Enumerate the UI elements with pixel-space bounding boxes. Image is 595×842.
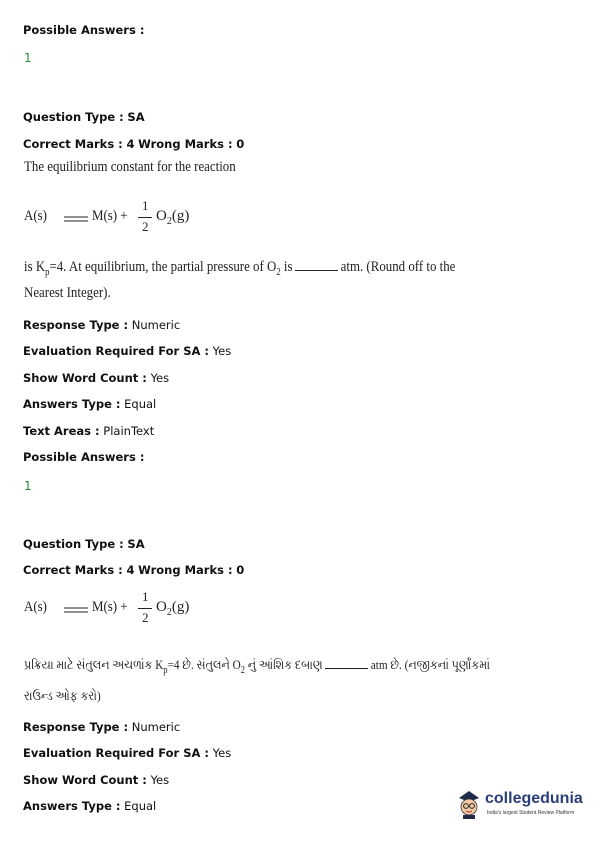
possible-answers-label: Possible Answers : [23, 23, 145, 37]
equilibrium-arrow-icon [64, 215, 90, 223]
answer-blank [295, 270, 338, 271]
response-type: Response Type : Numeric [23, 720, 181, 734]
marks-line: Correct Marks : 4 Wrong Marks : 0 [23, 563, 245, 577]
question-body-gujarati-line-2: રાઉન્ડ ઓફ કરો) [24, 688, 101, 703]
show-word-count: Show Word Count : Yes [23, 371, 170, 385]
show-word-count: Show Word Count : Yes [23, 773, 170, 787]
evaluation-required: Evaluation Required For SA : Yes [23, 746, 232, 760]
oxygen-term: $O_2(g)$ [156, 599, 190, 618]
collegedunia-logo [455, 786, 583, 826]
equilibrium-arrow-icon [64, 606, 90, 614]
answers-type: Answers Type : Equal [23, 799, 157, 813]
fraction-denominator: 2 [142, 219, 149, 234]
question-type: Question Type : SA [23, 537, 145, 551]
possible-answer-value: 1 [24, 479, 32, 493]
oxygen-term: $O_2(g)$ [156, 208, 190, 227]
fraction-bar [138, 608, 152, 609]
possible-answers-label: Possible Answers : [23, 450, 145, 464]
question-body-line-2: Nearest Integer). [24, 285, 111, 301]
question-intro: The equilibrium constant for the reaction [24, 159, 236, 175]
reaction-rhs: M(s) + [92, 599, 128, 615]
fraction-numerator: 1 [142, 589, 149, 604]
fraction-numerator: 1 [142, 198, 149, 213]
reaction-rhs: M(s) + [92, 208, 128, 224]
answer-blank [325, 668, 368, 669]
reaction-lhs: A(s) [24, 208, 47, 224]
fraction-bar [138, 217, 152, 218]
response-type: Response Type : Numeric [23, 318, 181, 332]
brand-name: collegedunia [485, 790, 583, 807]
brand-tagline: India's largest Student Review Platform [487, 810, 575, 816]
question-body-gujarati-line-1: પ્રક્રિયા માટે સંતુલન અચળાંક $K_p=4$ છે. સંતુલને $O_2$ નું આંશિક દબાણ atm છે. (નજીકનાં પૂર્ણાંકમાં [24, 657, 490, 676]
marks-line: Correct Marks : 4 Wrong Marks : 0 [23, 137, 245, 151]
possible-answer-value: 1 [24, 51, 32, 65]
reaction-lhs: A(s) [24, 599, 47, 615]
text-areas: Text Areas : PlainText [23, 424, 155, 438]
evaluation-required: Evaluation Required For SA : Yes [23, 344, 232, 358]
mascot-icon [455, 788, 483, 820]
fraction-denominator: 2 [142, 610, 149, 625]
question-body-line-1: is $K_p=4$. At equilibrium, the partial pressure of $O_2$ is atm. (Round off to the [24, 259, 456, 278]
answers-type: Answers Type : Equal [23, 397, 157, 411]
question-type: Question Type : SA [23, 110, 145, 124]
